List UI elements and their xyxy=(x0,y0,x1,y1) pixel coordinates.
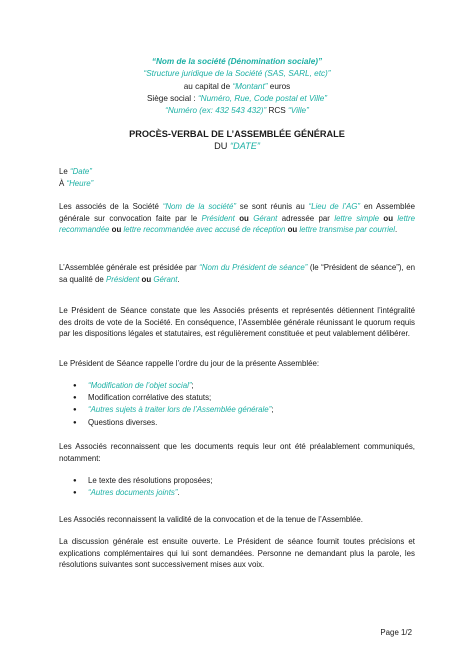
paragraph-documents-intro: Les Associés reconnaissent que les documents requis leur ont été préalablement communiqués, notamment: xyxy=(59,442,415,463)
title-date: DU “DATE” xyxy=(214,141,260,151)
paragraph-validite: Les Associés reconnaissent la validité de la convocation et de la tenue de l’Assemblée. xyxy=(59,515,363,524)
company-capital: au capital de “Montant” euros xyxy=(183,81,291,91)
meeting-date: Le “Date” xyxy=(59,167,92,176)
paragraph-presidence: L’Assemblée générale est présidée par “Nom du Président de séance” (le “Président de séance”), en sa qualité de Président ou Gérant. xyxy=(59,263,415,284)
title-main: PROCÈS-VERBAL DE L’ASSEMBLÉE GÉNÉRALE xyxy=(129,129,345,139)
list-item: ● “Autres sujets à traiter lors de l’Assemblée générale”; xyxy=(73,404,413,416)
agenda-list xyxy=(73,380,413,429)
documents-list xyxy=(73,475,413,499)
list-item: ● “Autres documents joints”. xyxy=(73,487,413,499)
company-siege: Siège social : “Numéro, Rue, Code postal et Ville” xyxy=(146,93,328,103)
list-item: ● “Modification de l’objet social”; xyxy=(73,380,413,392)
meeting-meta xyxy=(59,166,415,189)
paragraph-discussion: La discussion générale est ensuite ouverte. Le Président de séance fournit toutes précisions et explications complémentaires qui lui sont demandées. Personne ne demandant plus la parole, les résolutions suivantes sont successivement mises aux voix. xyxy=(59,537,415,570)
company-name: “Nom de la société (Dénomination sociale)” xyxy=(151,57,323,66)
list-item: ● Le texte des résolutions proposées; xyxy=(73,475,413,487)
page-number: Page 1/2 xyxy=(380,628,412,637)
company-rcs: “Numéro (ex: 432 543 432)” RCS “Ville” xyxy=(165,106,309,116)
list-item: ● Modification corrélative des statuts; xyxy=(73,392,413,404)
paragraph-ordre-du-jour-intro: Le Président de Séance rappelle l’ordre du jour de la présente Assemblée: xyxy=(59,359,320,368)
meeting-time: À “Heure” xyxy=(59,178,94,188)
company-structure: “Structure juridique de la Société (SAS, SARL, etc)” xyxy=(143,69,331,79)
paragraph-convocation: Les associés de la Société “Nom de la société” se sont réunis au “Lieu de l’AG” en Assemblée générale sur convocation faite par le Président ou Gérant adressée par lettre simple ou lettre recommandée ou lettre recommandée avec accusé de réception ou lettre transmise par courriel. xyxy=(59,202,416,235)
paragraph-quorum: Le Président de Séance constate que les Associés présents et représentés détiennent l’intégralité des droits de vote de la Société. En conséquence, l’Assemblée générale réunissant le quorum requis par les dispositions légales et statutaires, est régulièrement constituée et peut valablement délibérer. xyxy=(59,306,415,339)
company-header xyxy=(0,56,474,117)
document-title xyxy=(0,128,474,152)
list-item: ● Questions diverses. xyxy=(73,417,413,429)
